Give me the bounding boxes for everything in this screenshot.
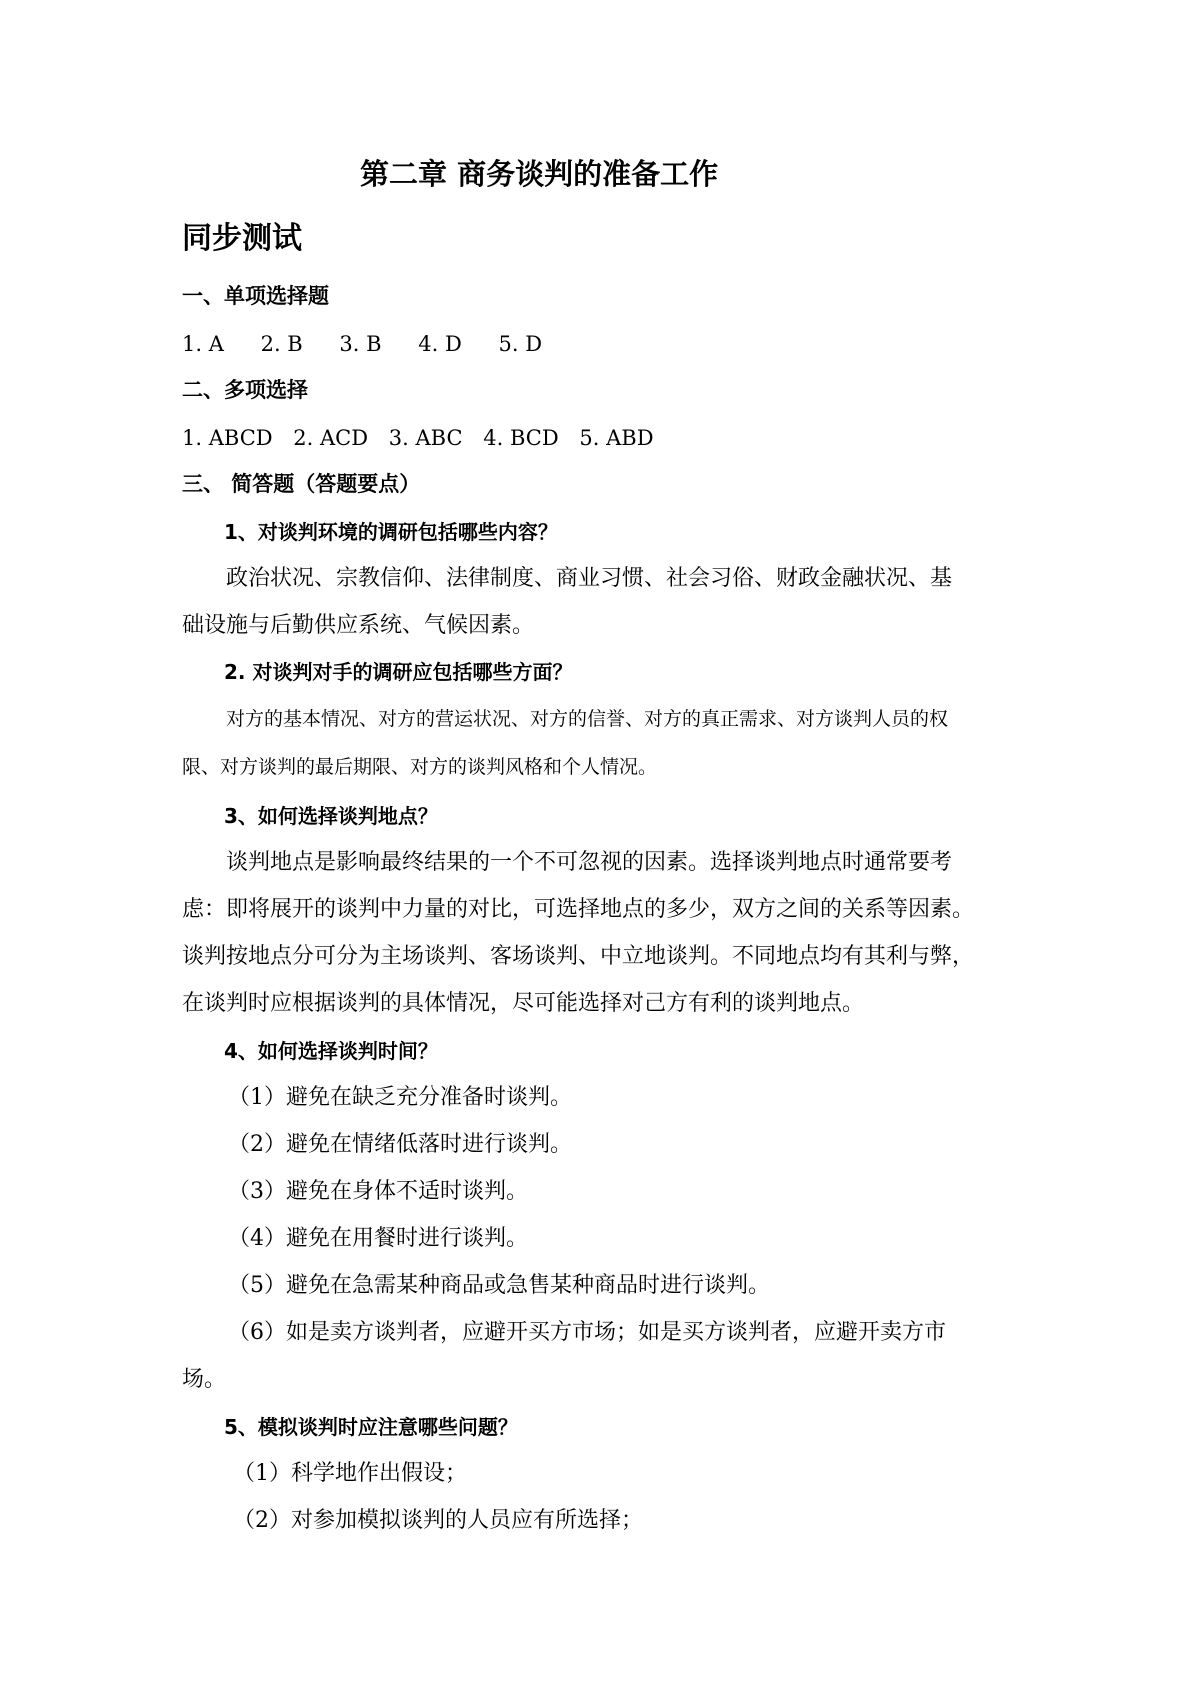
question-2: 2. 对谈判对手的调研应包括哪些方面？	[224, 660, 573, 684]
answer-item: 5. ABD	[579, 426, 654, 450]
answer-4-line: （3）避免在身体不适时谈判。	[228, 1179, 528, 1204]
section1-answers	[182, 334, 572, 355]
answer-3-line: 在谈判时应根据谈判的具体情况，尽可能选择对己方有利的谈判地点。	[182, 991, 865, 1016]
answer-item: 3. B	[339, 332, 382, 356]
section2-heading: 二、多项选择	[182, 378, 308, 402]
answer-3-line: 虑：即将展开的谈判中力量的对比，可选择地点的多少，双方之间的关系等因素。	[182, 897, 975, 922]
answer-1-line: 政治状况、宗教信仰、法律制度、商业习惯、社会习俗、财政金融状况、基	[226, 566, 953, 591]
chapter-title: 第二章 商务谈判的准备工作	[360, 157, 719, 191]
answer-2-line: 限、对方谈判的最后期限、对方的谈判风格和个人情况。	[182, 756, 658, 778]
section1-heading: 一、单项选择题	[182, 284, 329, 308]
answer-4-line: （1）避免在缺乏充分准备时谈判。	[228, 1085, 572, 1110]
answer-4-line: （5）避免在急需某种商品或急售某种商品时进行谈判。	[228, 1273, 770, 1298]
answer-item: 2. ACD	[293, 426, 369, 450]
question-3: 3、如何选择谈判地点？	[224, 804, 438, 828]
answer-item: 4. BCD	[483, 426, 559, 450]
answer-5-line: （1）科学地作出假设；	[233, 1461, 467, 1486]
answer-item: 4. D	[418, 332, 462, 356]
answer-item: 5. D	[498, 332, 543, 356]
answer-5-line: （2）对参加模拟谈判的人员应有所选择；	[233, 1508, 643, 1533]
answer-4-line: （6）如是卖方谈判者，应避开买方市场；如是买方谈判者，应避开卖方市	[228, 1320, 946, 1345]
section-heading-sync-test: 同步测试	[182, 221, 302, 256]
answer-4-line: 场。	[182, 1367, 227, 1392]
answer-4-line: （2）避免在情绪低落时进行谈判。	[228, 1132, 572, 1157]
section3-heading: 三、 简答题（答题要点）	[182, 472, 421, 496]
question-5: 5、模拟谈判时应注意哪些问题？	[224, 1415, 518, 1439]
answer-3-line: 谈判按地点分可分为主场谈判、客场谈判、中立地谈判。不同地点均有其利与弊，	[182, 944, 975, 969]
answer-4-line: （4）避免在用餐时进行谈判。	[228, 1226, 528, 1251]
section2-answers	[182, 428, 668, 449]
answer-item: 3. ABC	[388, 426, 463, 450]
question-1: 1、对谈判环境的调研包括哪些内容？	[224, 520, 558, 544]
answer-item: 1. A	[182, 332, 224, 356]
answer-item: 2. B	[260, 332, 303, 356]
answer-1-line: 础设施与后勤供应系统、气候因素。	[182, 613, 535, 638]
question-4: 4、如何选择谈判时间？	[224, 1039, 438, 1063]
answer-item: 1. ABCD	[182, 426, 273, 450]
answer-2-line: 对方的基本情况、对方的营运状况、对方的信誉、对方的真正需求、对方谈判人员的权	[226, 708, 949, 730]
answer-3-line: 谈判地点是影响最终结果的一个不可忽视的因素。选择谈判地点时通常要考	[226, 850, 953, 875]
